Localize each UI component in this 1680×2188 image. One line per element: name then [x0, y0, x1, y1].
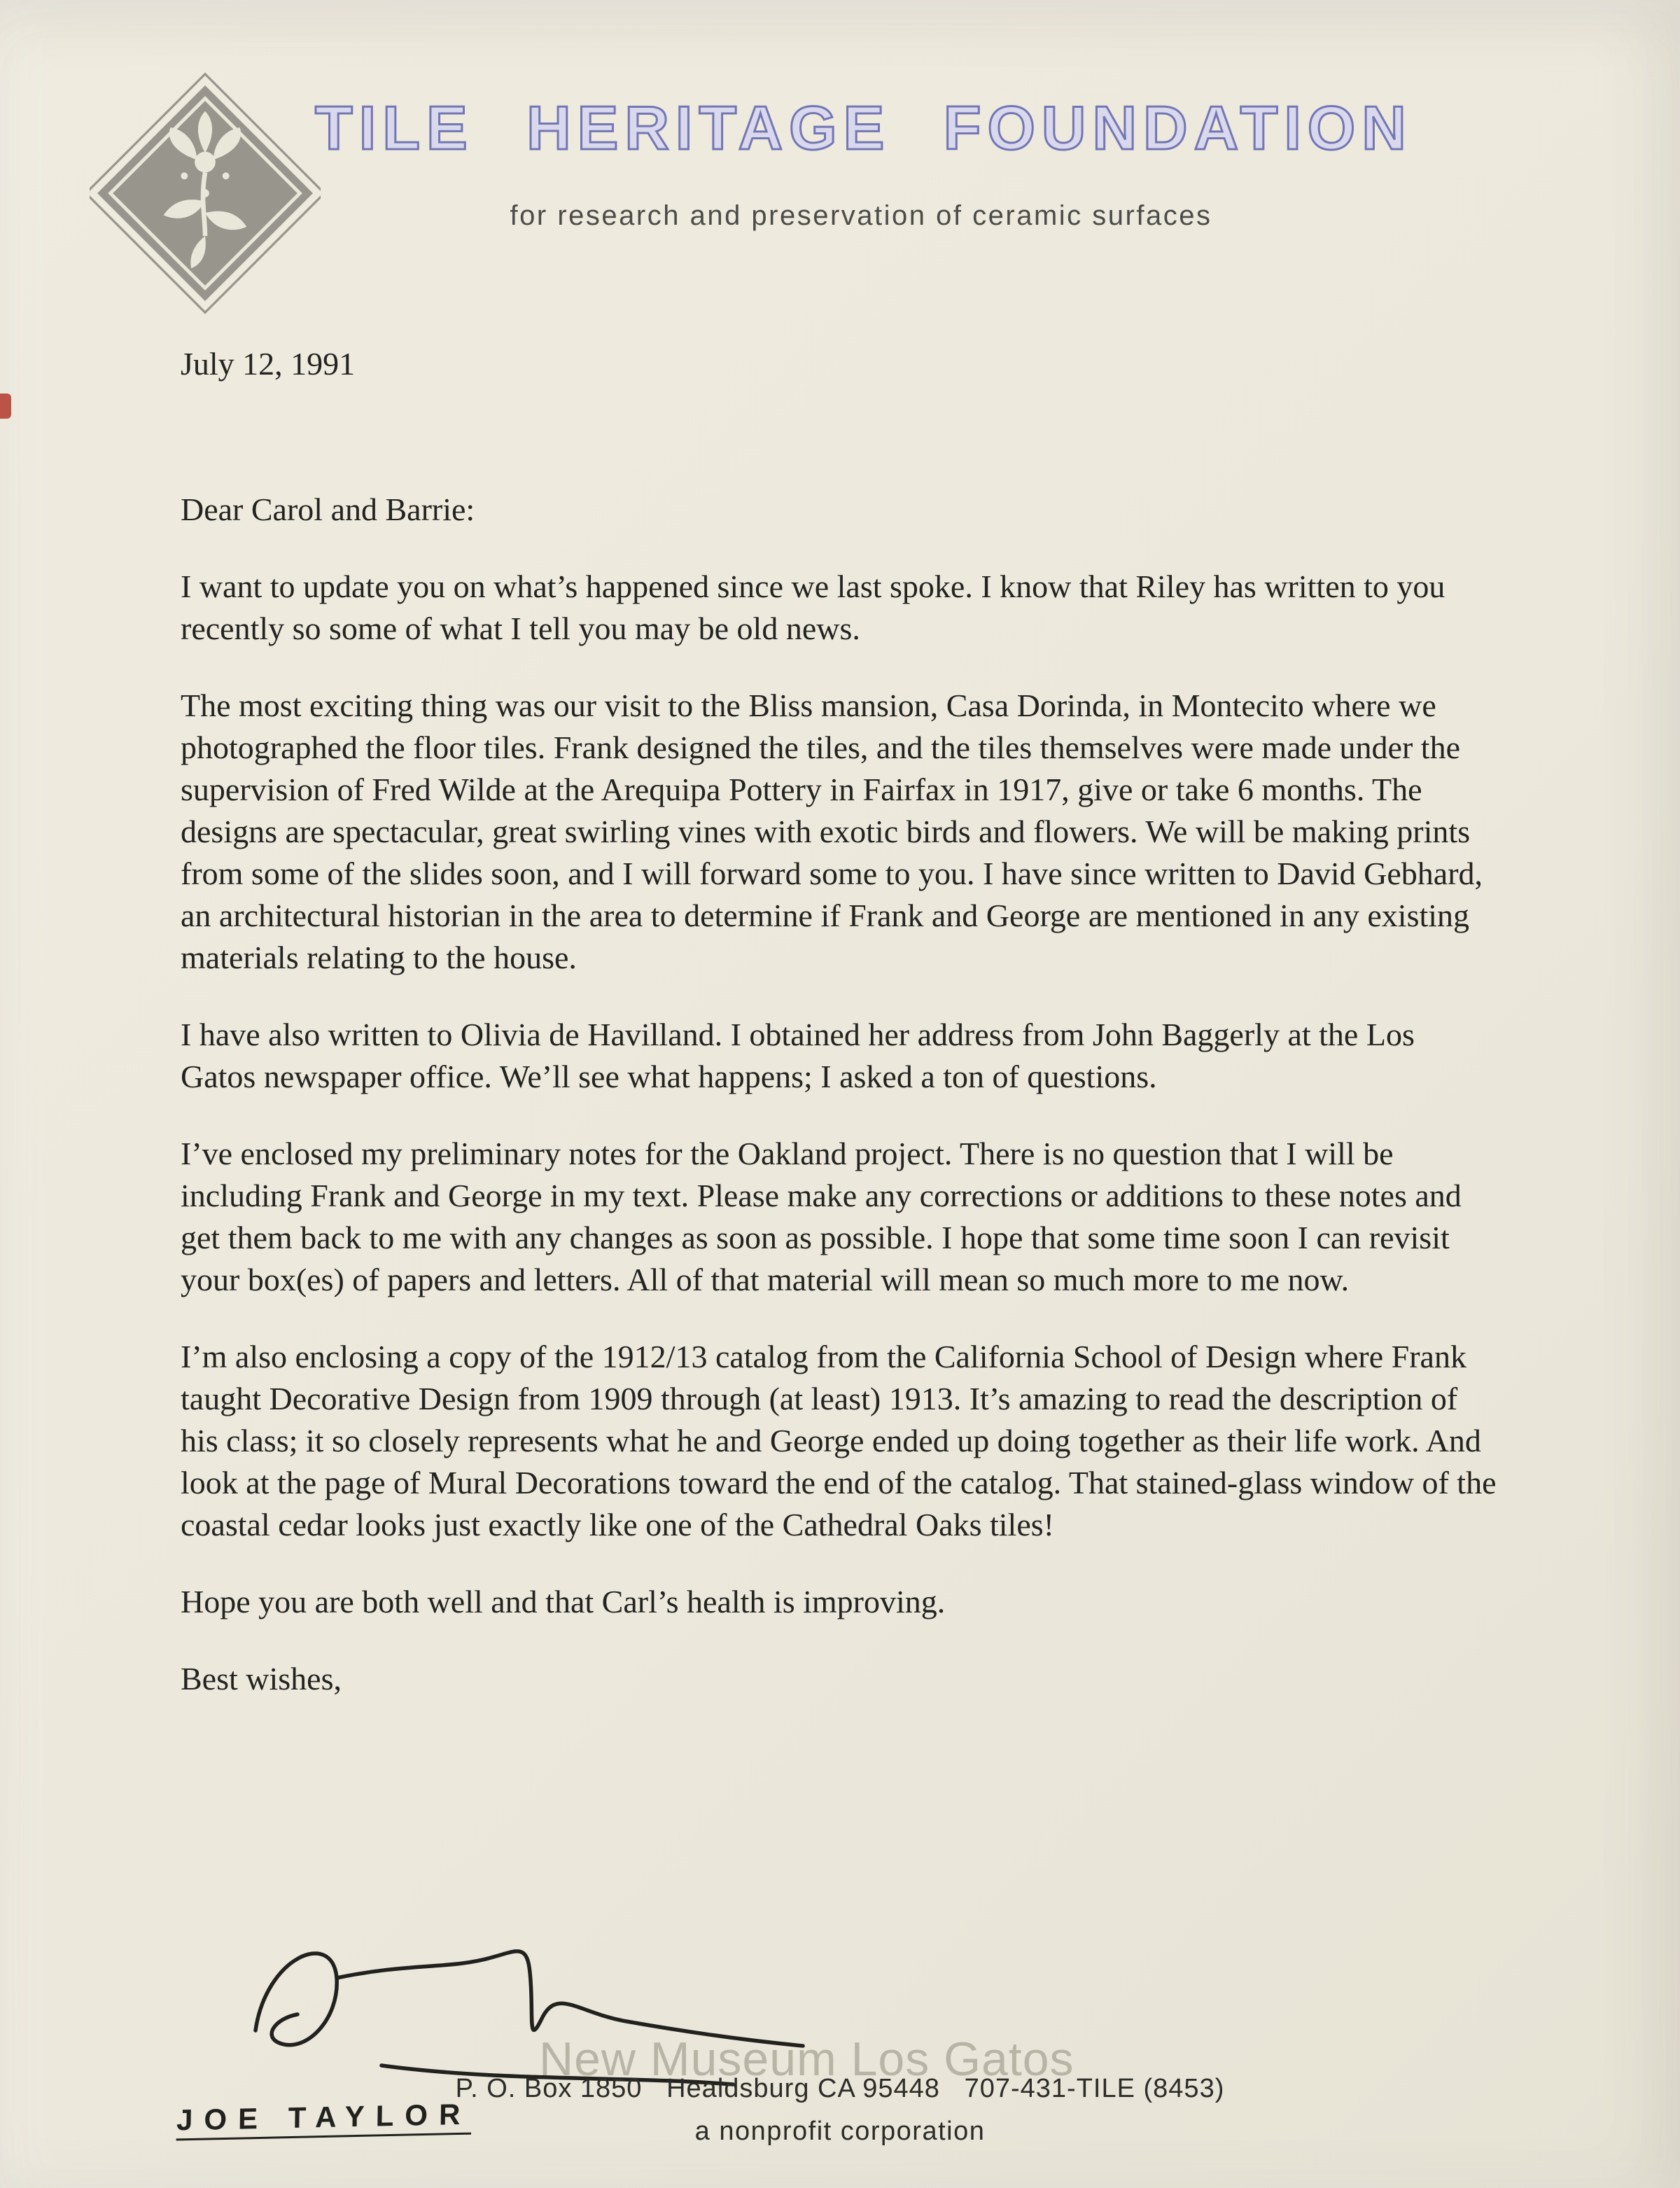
org-tagline: for research and preservation of ceramic surfaces: [510, 200, 1212, 231]
footer-nonprofit: a nonprofit corporation: [694, 2117, 986, 2146]
paragraph-5: I’m also enclosing a copy of the 1912/13 catalog from the California School of Design where Frank taught Decorative Design from 1909 through (at least) 1913. It’s amazing to read the description of his class; it so closely represents what he and George ended up doing together as their life work. And look at the page of Mural Decorations toward the end of the catalog. That stained-glass window of the coastal cedar looks just exactly like one of the Cathedral Oaks tiles!: [181, 1339, 1497, 1542]
footer-address: P. O. Box 1850 Healdsburg CA 95448 707-431-TILE (8453): [455, 2074, 1225, 2103]
paragraph-6: Hope you are both well and that Carl’s health is improving.: [181, 1584, 946, 1619]
letter-body: [181, 343, 1497, 1700]
org-title: TILE HERITAGE FOUNDATION: [315, 93, 1413, 162]
paragraph-4: I’ve enclosed my preliminary notes for the Oakland project. There is no question that I will be including Frank and George in my text. Please make any corrections or additions to these notes and get them back to me with any changes as soon as possible. I hope that some time soon I can revisit your box(es) of papers and letters. All of that material will mean so much more to me now.: [181, 1136, 1462, 1297]
letter-date: July 12, 1991: [181, 346, 356, 382]
closing: Best wishes,: [181, 1661, 342, 1696]
paragraph-2: The most exciting thing was our visit to the Bliss mansion, Casa Dorinda, in Montecito where we photographed the floor tiles. Frank designed the tiles, and the tiles themselves were made under the supervision of Fred Wilde at the Arequipa Pottery in Fairfax in 1917, give or take 6 months. The designs are spectacular, great swirling vines with exotic birds and flowers. We will be making prints from some of the slides soon, and I will forward some to you. I have since written to David Gebhard, an architectural historian in the area to determine if Frank and George are mentioned in any existing materials relating to the house.: [181, 688, 1483, 975]
scan-artifact-red-mark: [0, 393, 11, 419]
tile-foundation-logo-icon: [90, 69, 321, 318]
salutation: Dear Carol and Barrie:: [181, 492, 475, 527]
paragraph-3: I have also written to Olivia de Havilland. I obtained her address from John Baggerly at the Los Gatos newspaper office. We’ll see what happens; I asked a ton of questions.: [181, 1017, 1415, 1094]
signature-printed-name: JOE TAYLOR: [176, 2097, 472, 2137]
paragraph-1: I want to update you on what’s happened since we last spoke. I know that Riley has written to you recently so some of what I tell you may be old news.: [181, 569, 1446, 646]
letterhead: [315, 92, 1413, 232]
watermark-text: New Museum Los Gatos: [539, 2033, 1074, 2086]
